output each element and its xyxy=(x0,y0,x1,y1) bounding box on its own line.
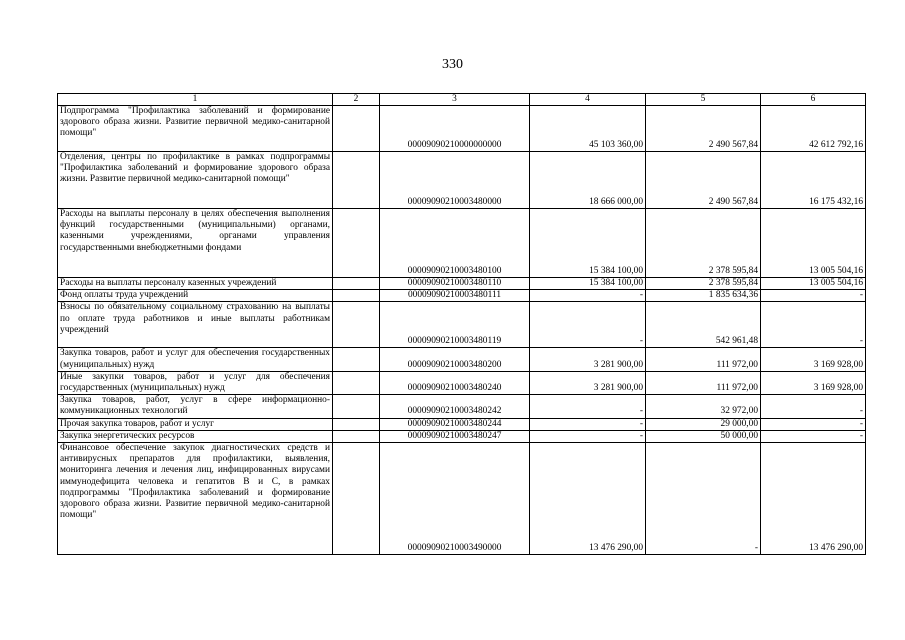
row-col4: 15 384 100,00 xyxy=(530,278,646,290)
row-col6: - xyxy=(761,430,866,442)
column-header: 3 xyxy=(380,94,530,106)
table-row xyxy=(58,418,866,430)
row-col6: - xyxy=(761,290,866,302)
row-col6: 13 005 504,16 xyxy=(761,209,866,278)
row-col2 xyxy=(333,278,380,290)
table-row xyxy=(58,302,866,348)
row-col5: 111 972,00 xyxy=(646,348,761,371)
row-col5: 2 490 567,84 xyxy=(646,152,761,209)
row-name: Закупка товаров, работ и услуг для обеспечения государственных (муниципальных) нужд xyxy=(58,348,333,371)
row-col2 xyxy=(333,418,380,430)
table-row xyxy=(58,348,866,371)
table-row xyxy=(58,430,866,442)
row-col4: 15 384 100,00 xyxy=(530,209,646,278)
row-col4: 3 281 900,00 xyxy=(530,348,646,371)
row-col2 xyxy=(333,209,380,278)
table-row xyxy=(58,371,866,394)
row-col5: - xyxy=(646,443,761,555)
row-col2 xyxy=(333,302,380,348)
row-code: 00009090210003480100 xyxy=(380,209,530,278)
row-col6: 3 169 928,00 xyxy=(761,371,866,394)
table-header-row xyxy=(58,94,866,106)
row-code: 00009090210003480111 xyxy=(380,290,530,302)
row-col4: 18 666 000,00 xyxy=(530,152,646,209)
row-col4: - xyxy=(530,302,646,348)
row-name: Закупка энергетических ресурсов xyxy=(58,430,333,442)
column-header: 1 xyxy=(58,94,333,106)
column-header: 5 xyxy=(646,94,761,106)
row-col5: 32 972,00 xyxy=(646,395,761,418)
row-name: Фонд оплаты труда учреждений xyxy=(58,290,333,302)
row-col5: 542 961,48 xyxy=(646,302,761,348)
table-row xyxy=(58,395,866,418)
row-col5: 2 490 567,84 xyxy=(646,106,761,152)
row-col6: 13 005 504,16 xyxy=(761,278,866,290)
row-col6: 42 612 792,16 xyxy=(761,106,866,152)
table-row xyxy=(58,278,866,290)
row-col2 xyxy=(333,348,380,371)
column-header: 6 xyxy=(761,94,866,106)
row-col5: 2 378 595,84 xyxy=(646,278,761,290)
table-row xyxy=(58,443,866,555)
row-name: Отделения, центры по профилактике в рамках подпрограммы "Профилактика заболеваний и формирование здорового образа жизни. Развитие первичной медико-санитарной помощи" xyxy=(58,152,333,209)
row-code: 00009090210003480200 xyxy=(380,348,530,371)
row-name: Расходы на выплаты персоналу в целях обеспечения выполнения функций государственными (муниципальными) органами, казенными учреждениями, органами управления государственными внебюджетными фондами xyxy=(58,209,333,278)
row-col4: - xyxy=(530,290,646,302)
column-header: 2 xyxy=(333,94,380,106)
column-header: 4 xyxy=(530,94,646,106)
table-row xyxy=(58,290,866,302)
row-code: 00009090210003480247 xyxy=(380,430,530,442)
row-col4: 3 281 900,00 xyxy=(530,371,646,394)
row-code: 00009090210003490000 xyxy=(380,443,530,555)
row-col6: - xyxy=(761,418,866,430)
row-col6: 16 175 432,16 xyxy=(761,152,866,209)
row-name: Взносы по обязательному социальному страхованию на выплаты по оплате труда работников и иные выплаты работникам учреждений xyxy=(58,302,333,348)
row-col2 xyxy=(333,106,380,152)
row-col2 xyxy=(333,290,380,302)
page-number: 330 xyxy=(442,57,463,72)
row-col6: 13 476 290,00 xyxy=(761,443,866,555)
row-col5: 50 000,00 xyxy=(646,430,761,442)
row-col4: - xyxy=(530,395,646,418)
row-col5: 29 000,00 xyxy=(646,418,761,430)
row-name: Расходы на выплаты персоналу казенных учреждений xyxy=(58,278,333,290)
row-col2 xyxy=(333,443,380,555)
row-col2 xyxy=(333,395,380,418)
row-col5: 111 972,00 xyxy=(646,371,761,394)
row-code: 00009090210003480110 xyxy=(380,278,530,290)
row-name: Иные закупки товаров, работ и услуг для обеспечения государственных (муниципальных) нужд xyxy=(58,371,333,394)
row-col4: 13 476 290,00 xyxy=(530,443,646,555)
row-col5: 1 835 634,36 xyxy=(646,290,761,302)
row-col4: - xyxy=(530,430,646,442)
table-row xyxy=(58,106,866,152)
row-code: 00009090210003480242 xyxy=(380,395,530,418)
row-code: 00009090210000000000 xyxy=(380,106,530,152)
row-name: Закупка товаров, работ, услуг в сфере информационно-коммуникационных технологий xyxy=(58,395,333,418)
row-col4: - xyxy=(530,418,646,430)
row-name: Прочая закупка товаров, работ и услуг xyxy=(58,418,333,430)
table-row xyxy=(58,152,866,209)
row-name: Финансовое обеспечение закупок диагностических средств и антивирусных препаратов для профилактики, выявления, мониторинга лечения и лечения лиц, инфицированных вирусами иммунодефицита человека и гепатитов В и С, в рамках подпрограммы "Профилактика заболеваний и формирование здорового образа жизни. Развитие первичной медико-санитарной помощи" xyxy=(58,443,333,555)
row-code: 00009090210003480244 xyxy=(380,418,530,430)
table-row xyxy=(58,209,866,278)
row-code: 00009090210003480240 xyxy=(380,371,530,394)
row-col6: - xyxy=(761,302,866,348)
row-col6: 3 169 928,00 xyxy=(761,348,866,371)
row-name: Подпрограмма "Профилактика заболеваний и формирование здорового образа жизни. Развитие первичной медико-санитарной помощи" xyxy=(58,106,333,152)
row-col4: 45 103 360,00 xyxy=(530,106,646,152)
row-code: 00009090210003480000 xyxy=(380,152,530,209)
budget-table xyxy=(57,93,866,555)
row-col2 xyxy=(333,371,380,394)
row-code: 00009090210003480119 xyxy=(380,302,530,348)
row-col6: - xyxy=(761,395,866,418)
row-col5: 2 378 595,84 xyxy=(646,209,761,278)
row-col2 xyxy=(333,152,380,209)
row-col2 xyxy=(333,430,380,442)
